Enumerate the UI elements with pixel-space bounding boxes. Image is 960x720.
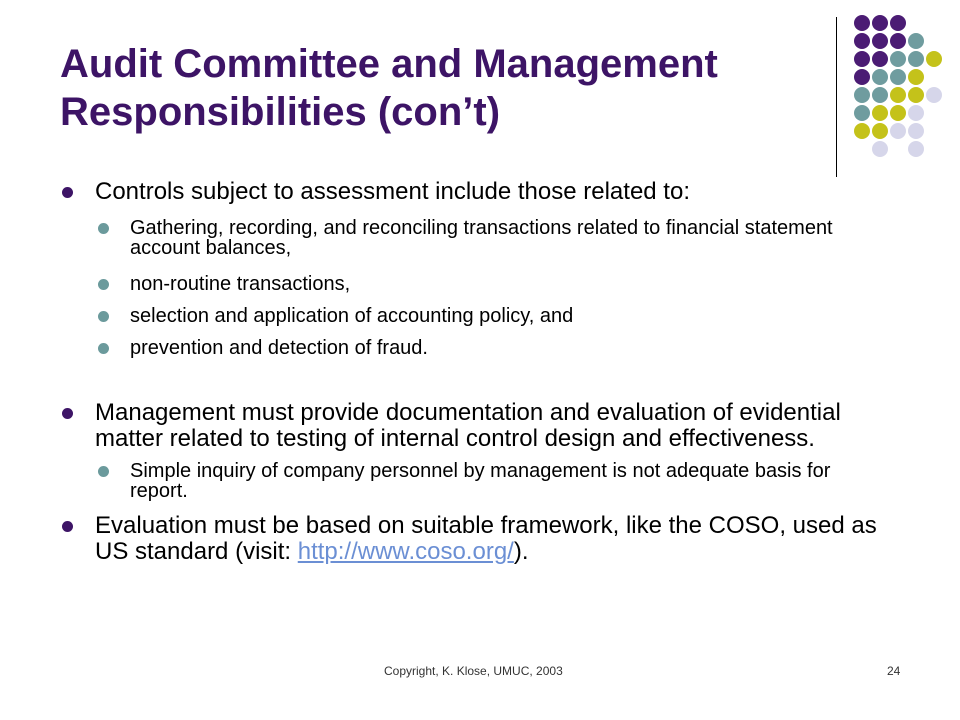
decor-dot (854, 123, 870, 139)
sub-bullet-item (60, 218, 890, 258)
decor-dot (890, 51, 906, 67)
bullet-item (60, 400, 890, 452)
sub-bullet-item (60, 461, 890, 501)
footer-copyright: Copyright, K. Klose, UMUC, 2003 (384, 664, 563, 678)
decor-dot (908, 141, 924, 157)
decor-dot (890, 15, 906, 31)
decor-dot (926, 87, 942, 103)
decor-dot (872, 51, 888, 67)
bullet-text-after-link: ). (513, 538, 529, 565)
page-number: 24 (887, 664, 901, 678)
decor-dot (908, 69, 924, 85)
sub-bullet-item (60, 338, 890, 358)
sub-bullet-text: non-routine transactions, (130, 273, 351, 295)
decor-dot (854, 69, 870, 85)
sub-bullet-dot-icon (98, 311, 109, 322)
decor-dot (872, 33, 888, 49)
decor-dot (854, 105, 870, 121)
sub-bullet-text: prevention and detection of fraud. (130, 337, 428, 359)
decor-dot (872, 141, 888, 157)
decor-dot (890, 69, 906, 85)
slide-title: Audit Committee and Management Responsibilities (con’t) (60, 42, 718, 134)
bullet-item (60, 179, 890, 205)
decor-dot (908, 123, 924, 139)
decor-dot (872, 105, 888, 121)
decor-dot (854, 15, 870, 31)
bullet-dot-icon (62, 521, 73, 532)
decor-dot (908, 33, 924, 49)
decor-dot (890, 105, 906, 121)
sub-bullet-text: selection and application of accounting policy, and (130, 305, 574, 327)
bullet-dot-icon (62, 187, 73, 198)
bullet-item (60, 513, 890, 565)
decor-dot (872, 15, 888, 31)
sub-bullet-item (60, 306, 890, 326)
decor-dot (926, 51, 942, 67)
decor-dot (890, 123, 906, 139)
sub-bullet-text: Gathering, recording, and reconciling transactions related to financial statement account balances, (130, 217, 833, 259)
decor-dot (854, 87, 870, 103)
bullet-dot-icon (62, 408, 73, 419)
coso-link[interactable]: http://www.coso.org/ (297, 538, 514, 565)
decor-dot (908, 51, 924, 67)
decor-dot (908, 87, 924, 103)
sub-bullet-text: Simple inquiry of company personnel by management is not adequate basis for report. (130, 460, 831, 502)
slide-body (60, 179, 890, 565)
decor-dot (890, 33, 906, 49)
sub-bullet-dot-icon (98, 466, 109, 477)
decor-dot (890, 87, 906, 103)
sub-bullet-dot-icon (98, 223, 109, 234)
decor-dot (854, 51, 870, 67)
bullet-text-before-link: Evaluation must be based on suitable framework, like the COSO, used as US standard (visit: (95, 512, 877, 565)
bullet-text: Controls subject to assessment include those related to: (95, 178, 690, 205)
bullet-text: Management must provide documentation and evaluation of evidential matter related to testing of internal control design and effectiveness. (95, 399, 841, 452)
decorative-dot-grid (0, 0, 960, 200)
decor-dot (872, 69, 888, 85)
decor-dot (872, 87, 888, 103)
sub-bullet-dot-icon (98, 279, 109, 290)
sub-bullet-dot-icon (98, 343, 109, 354)
decor-dot (908, 105, 924, 121)
decor-dot (872, 123, 888, 139)
decor-dot (854, 33, 870, 49)
sub-bullet-item (60, 274, 890, 294)
